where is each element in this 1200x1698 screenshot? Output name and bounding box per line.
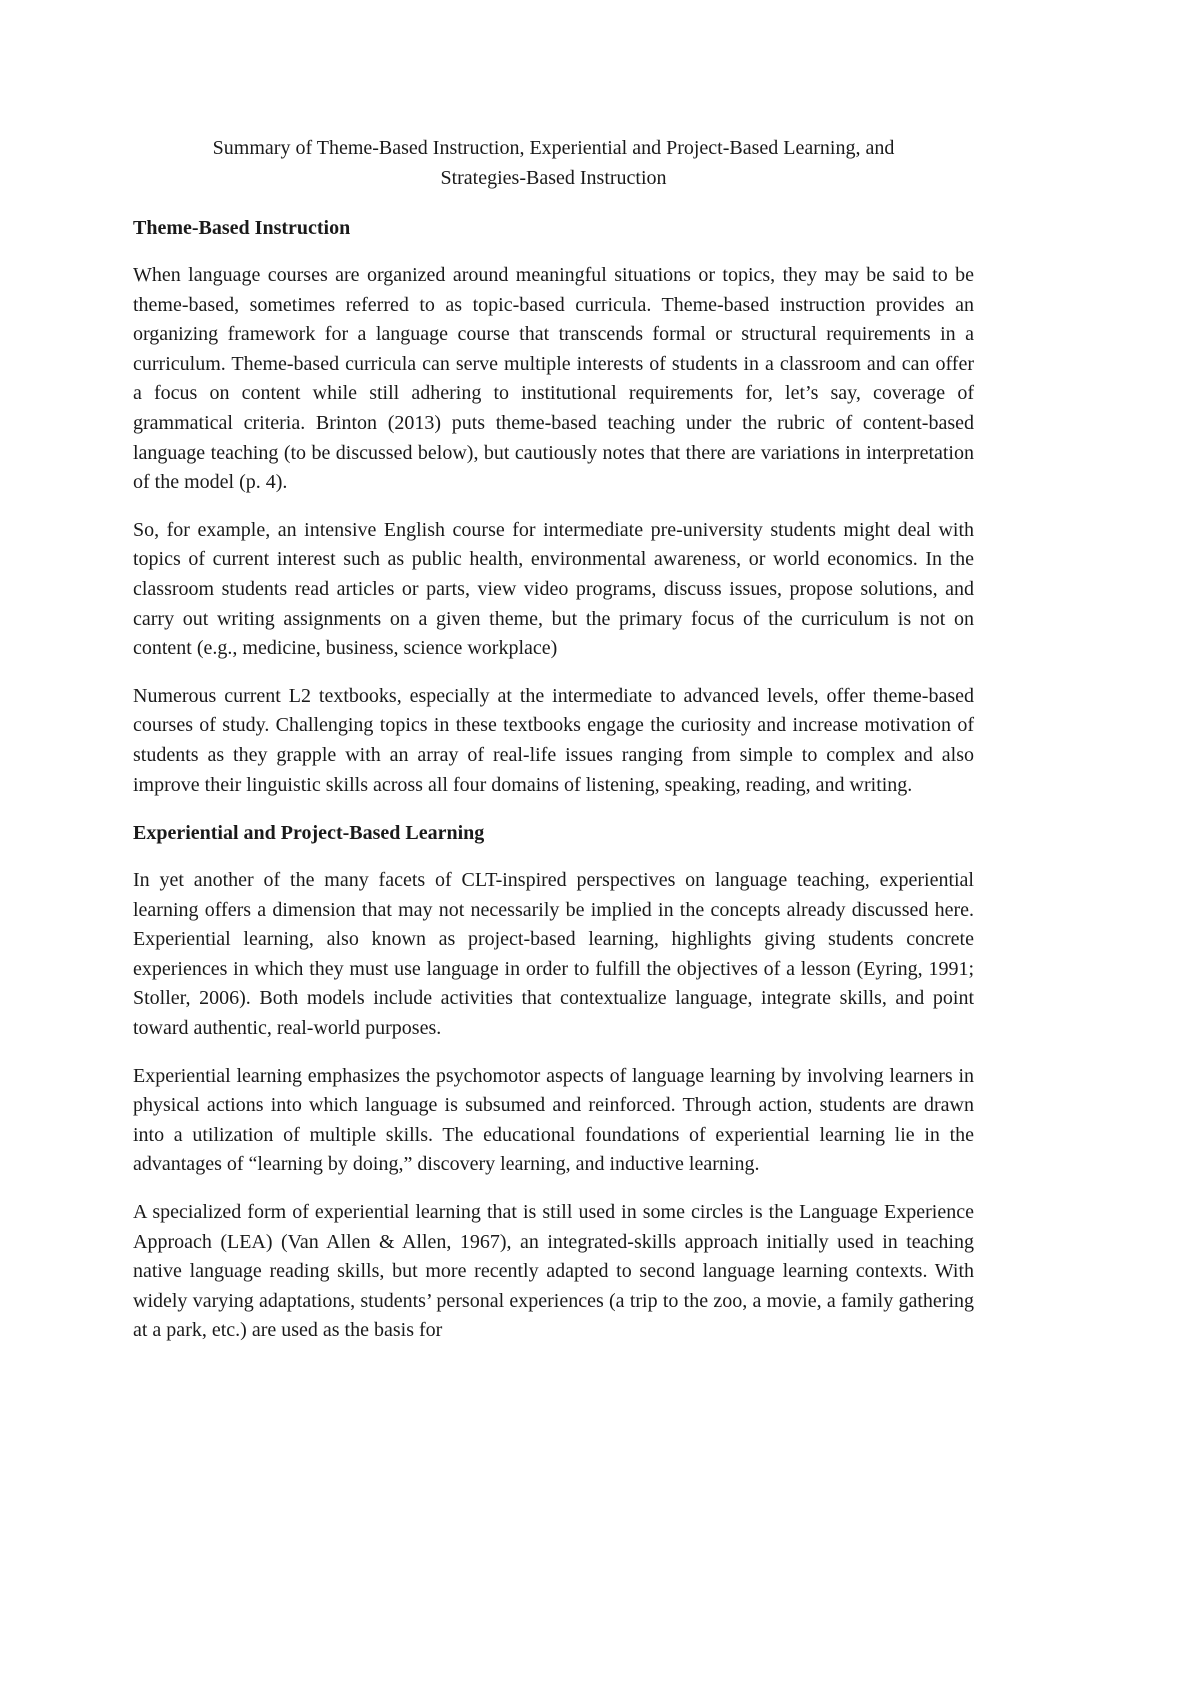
paragraph: In yet another of the many facets of CLT-inspired perspectives on language teaching, experiential learning offers a dimension that may not necessarily be implied in the concepts already discussed here. Experiential learning, also known as project-based learning, highlights giving students concrete experiences in which they must use language in order to fulfill the objectives of a lesson (Eyring, 1991; Stoller, 2006). Both models include activities that contextualize language, integrate skills, and point toward authentic, real-world purposes.: [133, 869, 974, 1040]
paragraph: So, for example, an intensive English course for intermediate pre-university students might deal with topics of current interest such as public health, environmental awareness, or world economics. In the classroom students read articles or parts, view video programs, discuss issues, propose solutions, and carry out writing assignments on a given theme, but the primary focus of the curriculum is not on content (e.g., medicine, business, science workplace): [133, 518, 974, 660]
document-title: [133, 133, 974, 193]
section-heading: Experiential and Project-Based Learning: [133, 822, 485, 845]
paragraph: Numerous current L2 textbooks, especially at the intermediate to advanced levels, offer theme-based courses of study. Challenging topics in these textbooks engage the curiosity and increase motivation of students as they grapple with an array of real-life issues ranging from simple to complex and also improve their linguistic skills across all four domains of listening, speaking, reading, and writing.: [133, 684, 974, 796]
section-experiential-project-based-learning: [133, 818, 974, 1346]
section-heading: Theme-Based Instruction: [133, 217, 351, 239]
document-title-line-2: Strategies-Based Instruction: [440, 167, 667, 189]
section-theme-based-instruction: [133, 213, 974, 800]
paragraph: Experiential learning emphasizes the psychomotor aspects of language learning by involving learners in physical actions into which language is subsumed and reinforced. Through action, students are drawn into a utilization of multiple skills. The educational foundations of experiential learning lie in the advantages of “learning by doing,” discovery learning, and inductive learning.: [133, 1064, 974, 1176]
document-title-line-1: Summary of Theme-Based Instruction, Experiential and Project-Based Learning, and: [212, 137, 895, 159]
paragraph: When language courses are organized around meaningful situations or topics, they may be said to be theme-based, sometimes referred to as topic-based curricula. Theme-based instruction provides an organizing framework for a language course that transcends formal or structural requirements in a curriculum. Theme-based curricula can serve multiple interests of students in a classroom and can offer a focus on content while still adhering to institutional requirements for, let’s say, coverage of grammatical criteria. Brinton (2013) puts theme-based teaching under the rubric of content-based language teaching (to be discussed below), but cautiously notes that there are variations in interpretation of the model (p. 4).: [133, 264, 974, 494]
document-page: [133, 133, 974, 1364]
paragraph: A specialized form of experiential learning that is still used in some circles is the Language Experience Approach (LEA) (Van Allen & Allen, 1967), an integrated-skills approach initially used in teaching native language reading skills, but more recently adapted to second language learning contexts. With widely varying adaptations, students’ personal experiences (a trip to the zoo, a movie, a family gathering at a park, etc.) are used as the basis for: [133, 1201, 974, 1342]
